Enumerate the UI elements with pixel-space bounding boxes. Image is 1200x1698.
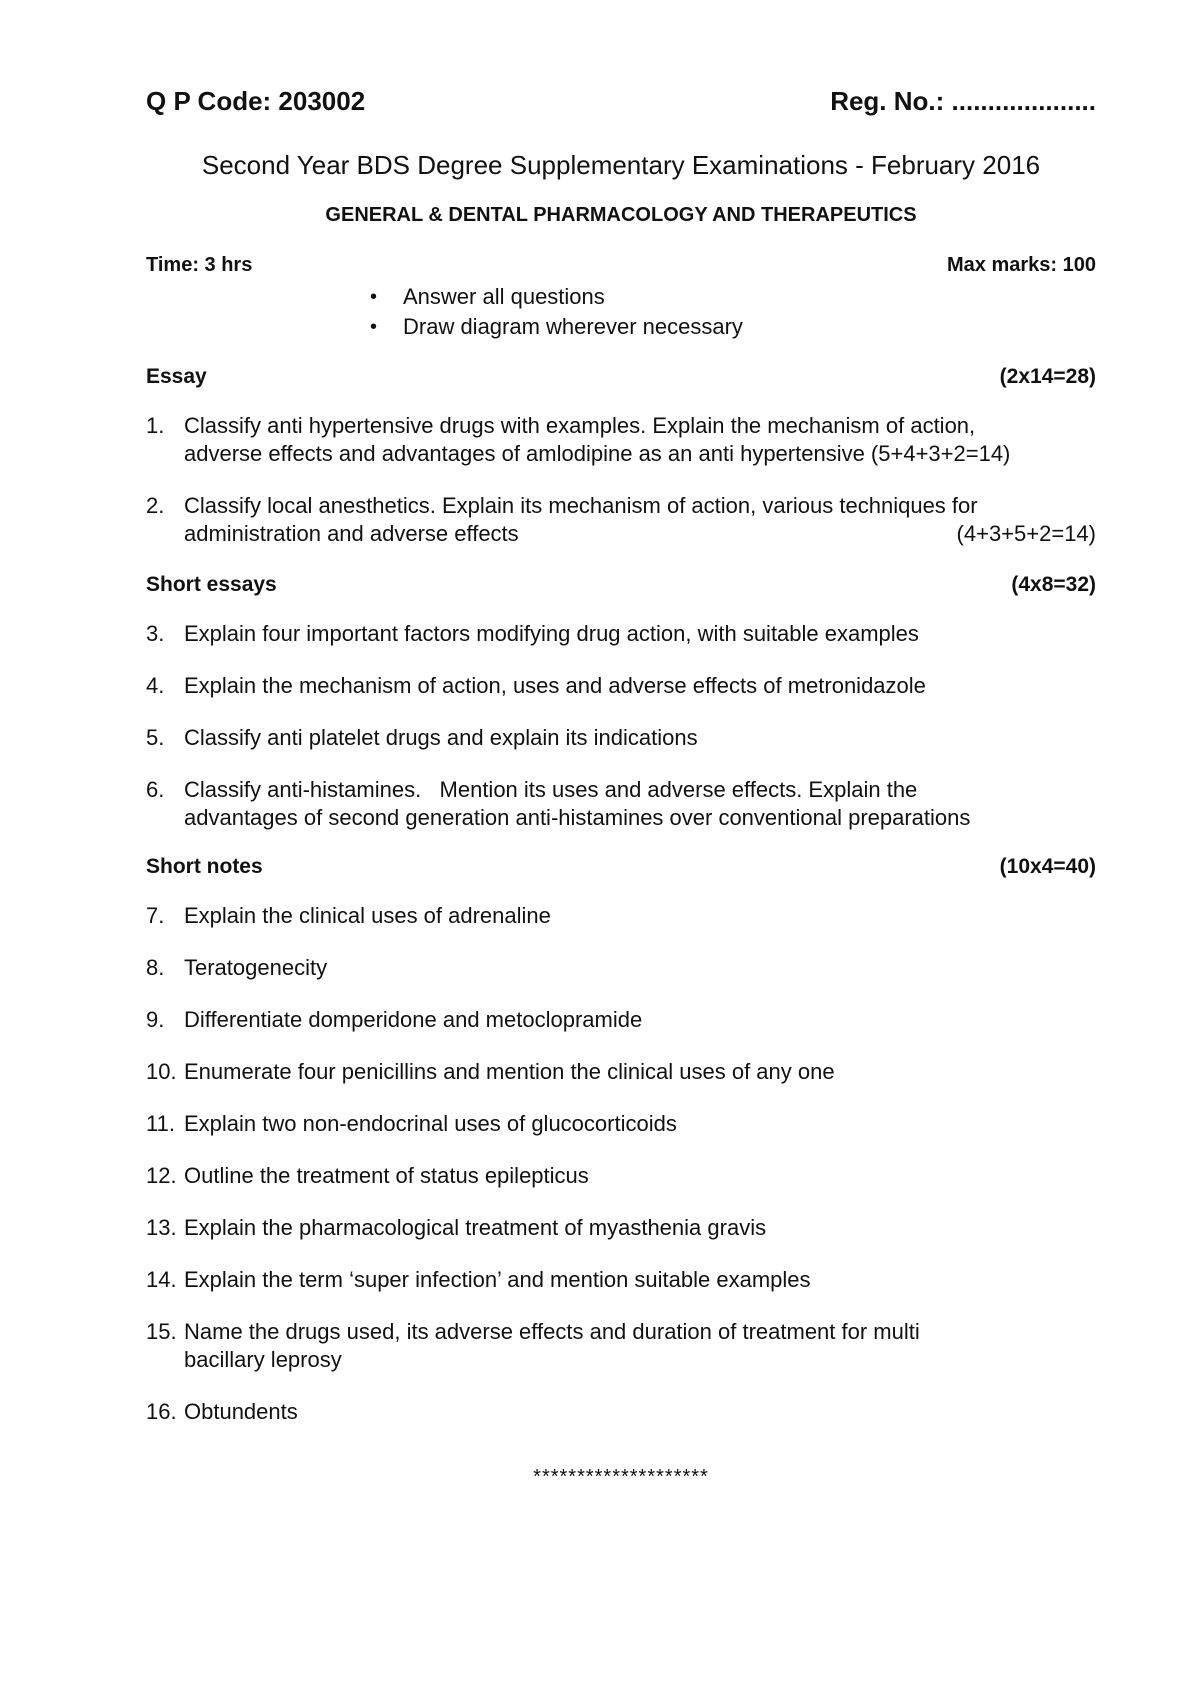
question-number: 5. <box>146 725 165 750</box>
section-marks: (10x4=40) <box>999 855 1096 878</box>
section-marks: (4x8=32) <box>1011 573 1096 596</box>
question-text: Explain two non-endocrinal uses of glucocorticoids <box>184 1111 677 1136</box>
question-line: advantages of second generation anti-histamines over conventional preparations <box>184 805 971 830</box>
question-number: 10. <box>146 1059 177 1084</box>
instruction-item <box>370 282 1096 312</box>
section-title: Short essays <box>146 573 277 596</box>
qp-code: Q P Code: 203002 <box>146 86 366 116</box>
question-item <box>146 672 1096 700</box>
question-item <box>146 1214 1096 1242</box>
bullet-icon: • <box>370 286 378 308</box>
question-text <box>184 412 1096 468</box>
bullet-icon: • <box>370 316 378 338</box>
question-text: Explain the clinical uses of adrenaline <box>184 903 551 928</box>
end-of-paper-stars: ******************** <box>533 1466 709 1488</box>
question-text <box>184 776 1096 832</box>
question-line-with-marks <box>184 520 1096 548</box>
section-short-notes-header <box>146 852 1096 882</box>
exam-title: Second Year BDS Degree Supplementary Examinations - February 2016 <box>201 150 1041 180</box>
question-text: Enumerate four penicillins and mention the clinical uses of any one <box>184 1059 835 1084</box>
question-number: 9. <box>146 1007 165 1032</box>
header-row <box>146 86 1096 122</box>
question-item <box>146 492 1096 548</box>
max-marks-label: Max marks: 100 <box>947 254 1096 276</box>
question-line: Classify anti-histamines. Mention its uses and adverse effects. Explain the <box>184 777 918 802</box>
question-number: 4. <box>146 673 165 698</box>
question-line: Classify anti hypertensive drugs with examples. Explain the mechanism of action, <box>184 413 976 438</box>
question-item <box>146 724 1096 752</box>
section-short-essays-header <box>146 570 1096 600</box>
question-text: Explain the pharmacological treatment of myasthenia gravis <box>184 1215 767 1240</box>
question-line: administration and adverse effects <box>184 521 519 546</box>
question-item <box>146 1266 1096 1294</box>
question-item <box>146 954 1096 982</box>
question-text: Differentiate domperidone and metoclopramide <box>184 1007 643 1032</box>
time-marks-row <box>146 254 1096 282</box>
instruction-item <box>370 312 1096 342</box>
instruction-text: Answer all questions <box>403 284 605 309</box>
question-text: Classify anti platelet drugs and explain its indications <box>184 725 698 750</box>
question-number: 13. <box>146 1215 177 1240</box>
question-text: Explain the mechanism of action, uses and adverse effects of metronidazole <box>184 673 926 698</box>
instructions-list <box>370 282 1096 342</box>
section-title: Short notes <box>146 855 263 878</box>
question-item <box>146 620 1096 648</box>
question-item <box>146 1006 1096 1034</box>
question-item <box>146 1058 1096 1086</box>
reg-no: Reg. No.: .................... <box>830 86 1096 116</box>
question-item <box>146 1318 1096 1374</box>
question-line: adverse effects and advantages of amlodipine as an anti hypertensive (5+4+3+2=14) <box>184 441 1011 466</box>
question-text: Teratogenecity <box>184 955 328 980</box>
section-essay-header <box>146 362 1096 392</box>
question-number: 3. <box>146 621 165 646</box>
section-title: Essay <box>146 365 207 388</box>
question-number: 8. <box>146 955 165 980</box>
question-number: 6. <box>146 777 165 802</box>
subject-title: GENERAL & DENTAL PHARMACOLOGY AND THERAPEUTICS <box>325 204 917 226</box>
time-label: Time: 3 hrs <box>146 254 253 276</box>
question-item <box>146 1162 1096 1190</box>
question-number: 7. <box>146 903 165 928</box>
section-marks: (2x14=28) <box>999 365 1096 388</box>
question-line: Classify local anesthetics. Explain its mechanism of action, various techniques for <box>184 493 978 518</box>
question-number: 1. <box>146 413 165 438</box>
question-text: Explain the term ‘super infection’ and mention suitable examples <box>184 1267 811 1292</box>
question-number: 11. <box>146 1111 175 1136</box>
question-line: bacillary leprosy <box>184 1347 342 1372</box>
question-text <box>184 492 1096 548</box>
instruction-text: Draw diagram wherever necessary <box>403 314 743 339</box>
question-number: 12. <box>146 1163 177 1188</box>
question-number: 16. <box>146 1399 177 1424</box>
question-text: Explain four important factors modifying drug action, with suitable examples <box>184 621 919 646</box>
question-paper <box>146 86 1096 1489</box>
question-item <box>146 1110 1096 1138</box>
question-number: 15. <box>146 1319 177 1344</box>
question-marks: (4+3+5+2=14) <box>956 521 1096 546</box>
question-text <box>184 1318 1096 1374</box>
question-item <box>146 412 1096 468</box>
question-line: Name the drugs used, its adverse effects and duration of treatment for multi <box>184 1319 920 1344</box>
question-item <box>146 776 1096 832</box>
question-text: Obtundents <box>184 1399 298 1424</box>
question-item <box>146 1398 1096 1426</box>
question-item <box>146 902 1096 930</box>
question-number: 2. <box>146 493 165 518</box>
question-number: 14. <box>146 1267 177 1292</box>
question-text: Outline the treatment of status epilepticus <box>184 1163 589 1188</box>
